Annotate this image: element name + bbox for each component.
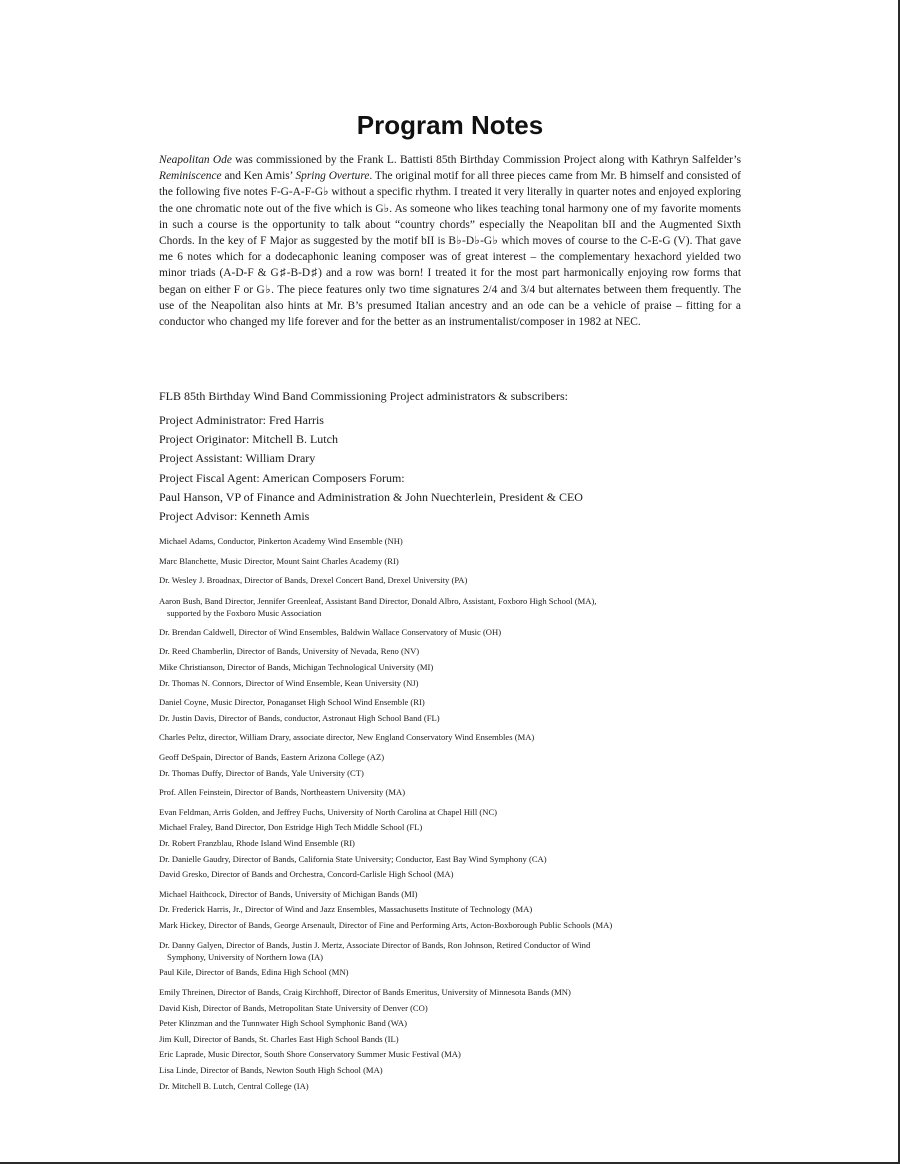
subscriber-entry	[159, 593, 759, 621]
subscriber-group	[159, 887, 759, 934]
subscriber-group	[159, 593, 759, 621]
program-notes-paragraph	[159, 152, 741, 330]
subscriber-entry: Dr. Thomas N. Connors, Director of Wind Ensemble, Kean University (NJ)	[159, 677, 419, 688]
subscriber-group	[159, 730, 759, 746]
subscriber-entry: Paul Kile, Director of Bands, Edina High School (MN)	[159, 967, 349, 978]
subscriber-entry: Michael Fraley, Band Director, Don Estridge High Tech Middle School (FL)	[159, 822, 423, 833]
subscriber-entry: Dr. Reed Chamberlin, Director of Bands, University of Nevada, Reno (NV)	[159, 646, 420, 657]
subscriber-entry-continuation: supported by the Foxboro Music Association	[167, 607, 322, 618]
subscriber-entry: Eric Laprade, Music Director, South Shore Conservatory Summer Music Festival (MA)	[159, 1049, 461, 1060]
subscriber-group	[159, 644, 759, 691]
subscriber-entry-line: Aaron Bush, Band Director, Jennifer Greenleaf, Assistant Band Director, Donald Albro, Assistant, Foxboro High School (MA),	[159, 595, 597, 606]
subscriber-group	[159, 573, 759, 589]
subscriber-entry: Michael Adams, Conductor, Pinkerton Academy Wind Ensemble (NH)	[159, 536, 403, 546]
subscriber-entry: Charles Peltz, director, William Drary, associate director, New England Conservatory Wind Ensembles (MA)	[159, 732, 535, 743]
staff-item: Paul Hanson, VP of Finance and Administration & John Nuechterlein, President & CEO	[159, 489, 583, 504]
subscriber-entry: Mike Christianson, Director of Bands, Michigan Technological University (MI)	[159, 661, 434, 672]
subscriber-entry: Michael Haithcock, Director of Bands, University of Michigan Bands (MI)	[159, 888, 418, 899]
subscriber-entry: Mark Hickey, Director of Bands, George Arsenault, Director of Fine and Performing Arts, Acton-Boxborough Public Schools (MA)	[159, 919, 613, 930]
subscriber-entry: Prof. Allen Feinstein, Director of Bands, Northeastern University (MA)	[159, 787, 406, 798]
subscriber-entry: Marc Blanchette, Music Director, Mount Saint Charles Academy (RI)	[159, 555, 399, 566]
intro-text-2: and Ken Amis’	[221, 170, 296, 183]
subscriber-list	[159, 534, 759, 1098]
subscriber-entry: Dr. Brendan Caldwell, Director of Wind Ensembles, Baldwin Wallace Conservatory of Music (OH)	[159, 626, 502, 637]
intro-text-3: . The original motif for all three pieces came from Mr. B himself and consisted of the following five notes F-G-A-F-G♭ without a specific rhythm. I treated it very literally in quarter notes and enjoyed exploring the one chromatic note out of the five which is G♭. As someone who likes teaching tonal harmony one of my favorite moments in such a course is the opportunity to talk about “country chords” especially the Neapolitan bII and the Augmented Sixth Chords. In the key of F Major as suggested by the motif bII is B♭-D♭-G♭ which moves of course to the C-E-G (V). That gave me 6 notes which for a dodecaphonic leaning composer was of great interest – the complementary hexachord yielded two minor triads (A-D-F & G♯-B-D♯) and a row was born! I treated it for the most part harmonically enjoying row forms that began on either F or G♭. The piece features only two time signatures 2/4 and 3/4 but alternates between them frequently. The use of the Neapolitan also hints at Mr. B’s presumed Italian ancestry and an ode can be a vehicle of praise – fitting for a conductor who changed my life forever and for the better as an instrumentalist/composer in 1982 at NEC.	[159, 170, 741, 329]
staff-item: Project Advisor: Kenneth Amis	[159, 509, 310, 524]
work-title-spring-overture: Spring Overture	[295, 170, 370, 183]
subscriber-entry: Dr. Justin Davis, Director of Bands, conductor, Astronaut High School Band (FL)	[159, 712, 440, 723]
subscriber-group	[159, 534, 759, 550]
subscriber-entry-continuation: Symphony, University of Northern Iowa (IA)	[167, 952, 324, 963]
subscriber-entry: Emily Threinen, Director of Bands, Craig Kirchhoff, Director of Bands Emeritus, University of Minnesota Bands (MN)	[159, 987, 571, 998]
subscriber-entry: Dr. Thomas Duffy, Director of Bands, Yale University (CT)	[159, 767, 364, 778]
subscriber-entry: Jim Kull, Director of Bands, St. Charles East High School Bands (IL)	[159, 1033, 399, 1044]
staff-item: Project Assistant: William Drary	[159, 451, 316, 466]
subscriber-entry: Lisa Linde, Director of Bands, Newton South High School (MA)	[159, 1065, 383, 1076]
subscriber-group	[159, 805, 759, 883]
subscriber-entry: Geoff DeSpain, Director of Bands, Eastern Arizona College (AZ)	[159, 751, 385, 762]
subscriber-entry: Dr. Danielle Gaudry, Director of Bands, California State University; Conductor, East Bay Wind Symphony (CA)	[159, 853, 547, 864]
staff-item: Project Originator: Mitchell B. Lutch	[159, 432, 338, 447]
subscriber-group	[159, 985, 759, 1094]
subscriber-entry-line: Dr. Danny Galyen, Director of Bands, Justin J. Mertz, Associate Director of Bands, Ron Johnson, Retired Conductor of Wind	[159, 940, 591, 951]
work-title: Neapolitan Ode	[159, 154, 232, 166]
subscriber-entry: David Gresko, Director of Bands and Orchestra, Concord-Carlisle High School (MA)	[159, 869, 454, 880]
staff-item: Project Administrator: Fred Harris	[159, 413, 324, 427]
subscriber-entry: Evan Feldman, Arris Golden, and Jeffrey Fuchs, University of North Carolina at Chapel Hill (NC)	[159, 806, 498, 817]
subscriber-entry: David Kish, Director of Bands, Metropolitan State University of Denver (CO)	[159, 1002, 428, 1013]
intro-text-1: was commissioned by the Frank L. Battisti 85th Birthday Commission Project along with Kathryn Salfelder’s	[231, 154, 741, 166]
subscriber-group	[159, 554, 759, 570]
subscriber-group	[159, 785, 759, 801]
subscriber-entry: Dr. Wesley J. Broadnax, Director of Bands, Drexel Concert Band, Drexel University (PA)	[159, 575, 468, 586]
staff-item: Project Fiscal Agent: American Composers Forum:	[159, 470, 405, 485]
subscriber-entry: Dr. Frederick Harris, Jr., Director of Wind and Jazz Ensembles, Massachusetts Institute of Technology (MA)	[159, 904, 533, 915]
subscriber-entry: Peter Klinzman and the Tunnwater High School Symphonic Band (WA)	[159, 1018, 407, 1029]
work-title-reminiscence: Reminiscence	[159, 170, 222, 183]
page-title: Program Notes	[356, 110, 544, 140]
subscriber-group	[159, 750, 759, 781]
subscriber-entry	[159, 937, 759, 965]
subscriber-group	[159, 695, 759, 726]
subscriber-entry: Dr. Robert Franzblau, Rhode Island Wind Ensemble (RI)	[159, 837, 355, 848]
subscriber-entry: Dr. Mitchell B. Lutch, Central College (IA)	[159, 1080, 309, 1091]
project-staff-list	[159, 411, 759, 526]
subscriber-group	[159, 937, 759, 981]
commission-intro: FLB 85th Birthday Wind Band Commissioning Project administrators & subscribers:	[159, 389, 568, 403]
subscriber-group	[159, 625, 759, 641]
subscriber-entry: Daniel Coyne, Music Director, Ponaganset High School Wind Ensemble (RI)	[159, 697, 425, 708]
